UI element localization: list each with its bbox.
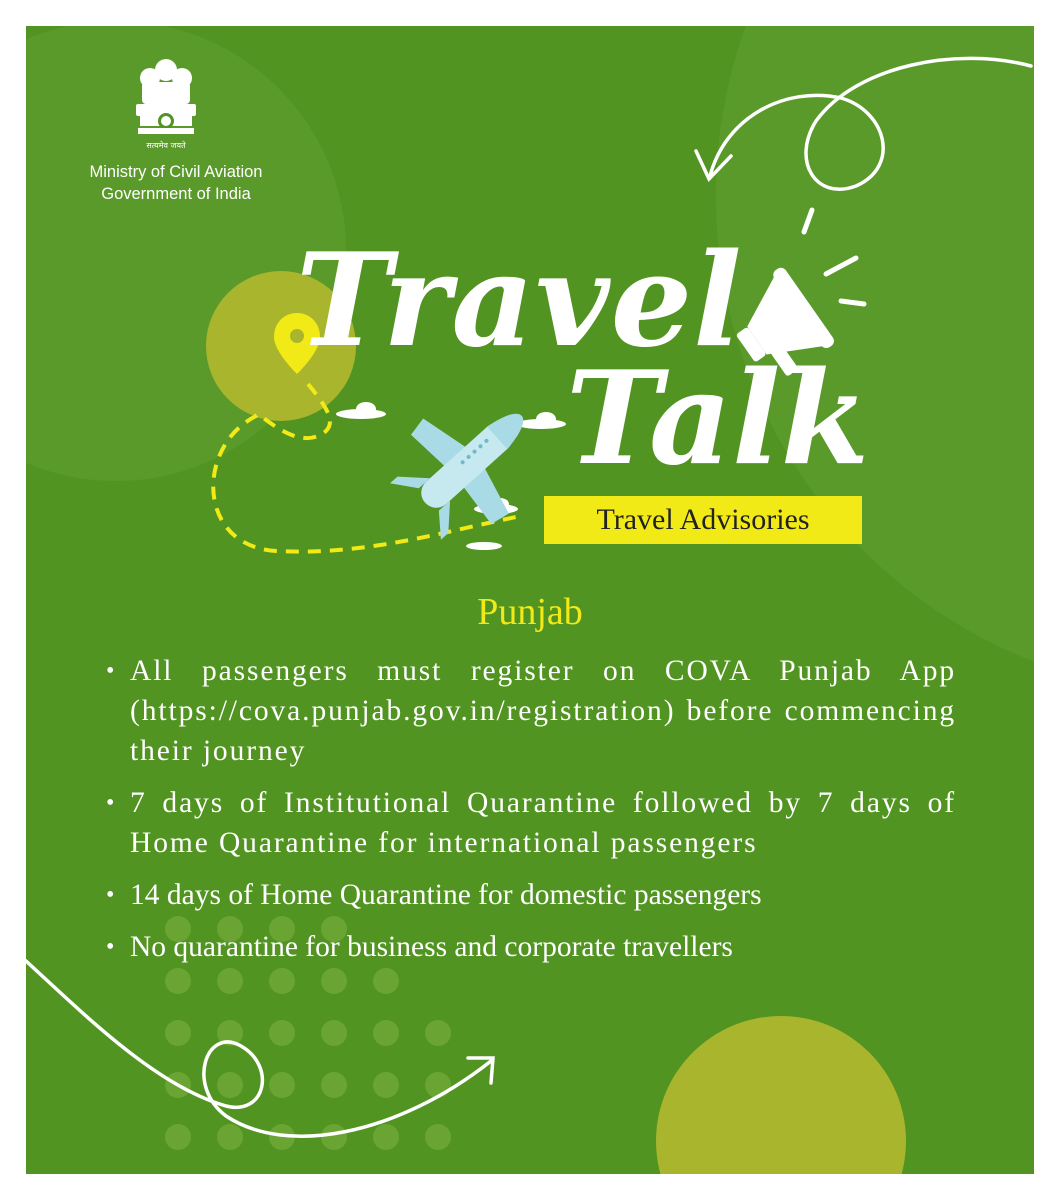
list-item: • All passengers must register on COVA Punjab App (https://cova.punjab.gov.in/registration) before commencing their journey [106, 651, 956, 771]
ministry-label [56, 161, 296, 205]
list-item: • 14 days of Home Quarantine for domestic passengers [106, 875, 956, 915]
list-item: • No quarantine for business and corporate travellers [106, 927, 956, 967]
advisory-poster [26, 26, 1034, 1174]
national-emblem-icon [126, 56, 206, 156]
airplane-icon [373, 368, 565, 559]
bottom-olive-circle [656, 1016, 906, 1174]
curved-arrow-icon [26, 961, 493, 1136]
emblem-motto: सत्यमेव जयते [146, 141, 186, 150]
ministry-name: Ministry of Civil Aviation [89, 163, 263, 181]
advisory-list [106, 651, 956, 979]
title-talk: Talk [566, 344, 870, 494]
state-heading: Punjab [477, 591, 583, 633]
title-travel: Travel [296, 226, 743, 376]
advisory-subtitle: Travel Advisories [596, 503, 810, 536]
government-name: Government of India [101, 185, 251, 203]
list-item: • 7 days of Institutional Quarantine followed by 7 days of Home Quarantine for international passengers [106, 783, 956, 863]
